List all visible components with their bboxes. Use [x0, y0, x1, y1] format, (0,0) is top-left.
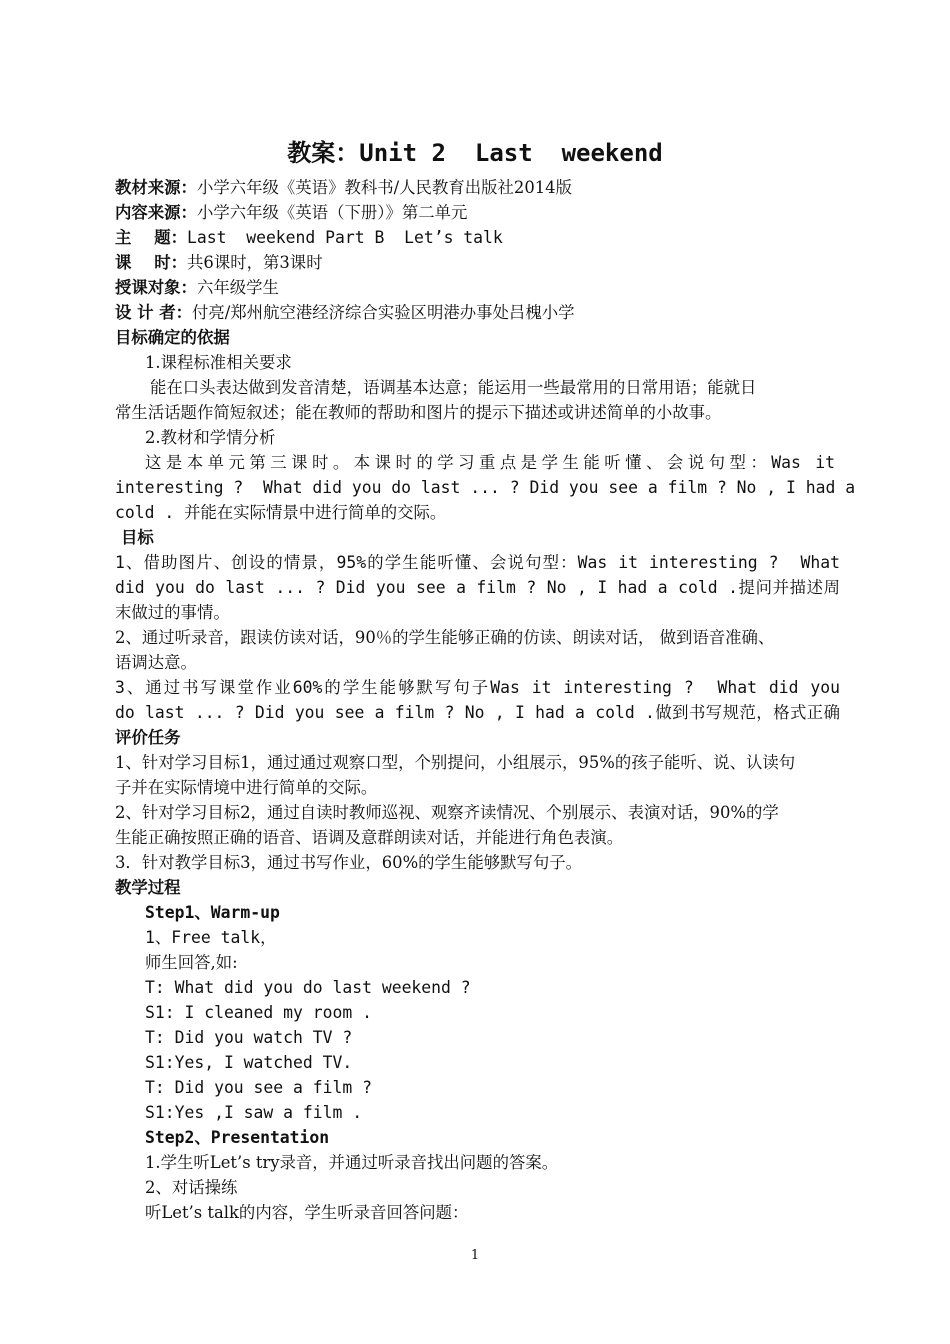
page-number: 1 — [470, 1248, 480, 1263]
basis-s2-line1: 这是本单元第三课时。本课时的学习重点是学生能听懂、会说句型：Was it — [145, 453, 835, 472]
step1-heading: Step1、Warm-up — [145, 903, 280, 922]
step2-heading: Step2、Presentation — [145, 1128, 330, 1147]
meta-source: 教材来源：小学六年级《英语》教科书/人民教育出版社2014版 — [115, 178, 572, 197]
evaluation-1-line2: 子并在实际情境中进行简单的交际。 — [115, 778, 378, 797]
basis-s2-line3: cold . 并能在实际情景中进行简单的交际。 — [115, 503, 447, 522]
dialogue-line: T: What did you do last weekend ? — [145, 978, 471, 997]
presentation-2: 2、对话操练 — [145, 1178, 238, 1197]
example-label: 师生回答,如: — [145, 953, 238, 972]
goal-2-line2: 语调达意。 — [115, 653, 197, 672]
free-talk: 1、Free talk， — [145, 928, 277, 947]
goal-2-line1: 2、通过听录音，跟读仿读对话，90％的学生能够正确的仿读、朗读对话， 做到语音准确、 — [115, 628, 775, 647]
basis-heading: 目标确定的依据 — [115, 328, 230, 347]
basis-s2-line2: interesting ? What did you do last ... ? Did you see a film ? No , I had a — [115, 478, 856, 497]
dialogue-line: S1:Yes, I watched TV. — [145, 1053, 353, 1072]
basis-s2-heading: 2.教材和学情分析 — [145, 428, 276, 447]
meta-audience: 授课对象：六年级学生 — [115, 278, 279, 297]
meta-content: 内容来源：小学六年级《英语（下册）》第二单元 — [115, 203, 468, 222]
goals-heading: 目标 — [121, 528, 154, 547]
dialogue-line: S1: I cleaned my room . — [145, 1003, 372, 1022]
presentation-3: 听Let’s talk的内容，学生听录音回答问题： — [145, 1203, 469, 1222]
evaluation-1-line1: 1、针对学习目标1，通过通过观察口型，个别提问，小组展示，95%的孩子能听、说、认读句 — [115, 753, 796, 772]
goal-3-line2: do last ... ? Did you see a film ? No , I had a cold .做到书写规范，格式正确 — [115, 703, 840, 722]
goal-1-line2: did you do last ... ? Did you see a film ? No , I had a cold .提问并描述周 — [115, 578, 840, 597]
dialogue-line: T: Did you see a film ? — [145, 1078, 372, 1097]
presentation-1: 1.学生听Let’s try录音，并通过听录音找出问题的答案。 — [145, 1153, 559, 1172]
page-title: 教案：Unit 2 Last weekend — [287, 139, 663, 167]
basis-s1-heading: 1.课程标准相关要求 — [145, 353, 292, 372]
basis-s1-line1: 能在口头表达做到发音清楚，语调基本达意；能运用一些最常用的日常用语；能就日 — [150, 378, 757, 397]
dialogue-line: T: Did you watch TV ? — [145, 1028, 353, 1047]
goal-1-line3: 末做过的事情。 — [115, 603, 230, 622]
goal-1-line1: 1、借助图片、创设的情景，95%的学生能听懂、会说句型：Was it interesting ? What — [115, 553, 840, 572]
goal-3-line1: 3、通过书写课堂作业60%的学生能够默写句子Was it interesting ? What did you — [115, 678, 840, 697]
basis-s1-line2: 常生活话题作简短叙述；能在教师的帮助和图片的提示下描述或讲述简单的小故事。 — [115, 403, 722, 422]
meta-designer: 设 计 者：付亮/郑州航空港经济综合实验区明港办事处吕槐小学 — [115, 303, 575, 322]
process-heading: 教学过程 — [115, 878, 181, 897]
dialogue-line: S1:Yes ,I saw a film . — [145, 1103, 363, 1122]
evaluation-2-line2: 生能正确按照正确的语音、语调及意群朗读对话，并能进行角色表演。 — [115, 828, 624, 847]
meta-periods: 课 时：共6课时，第3课时 — [115, 253, 323, 272]
meta-topic: 主 题：Last weekend Part B Let’s talk — [115, 228, 503, 247]
evaluation-3-line1: 3．针对教学目标3，通过书写作业，60%的学生能够默写句子。 — [115, 853, 583, 872]
evaluation-2-line1: 2、针对学习目标2，通过自读时教师巡视、观察齐读情况、个别展示、表演对话，90%的学 — [115, 803, 779, 822]
evaluation-heading: 评价任务 — [115, 728, 181, 747]
